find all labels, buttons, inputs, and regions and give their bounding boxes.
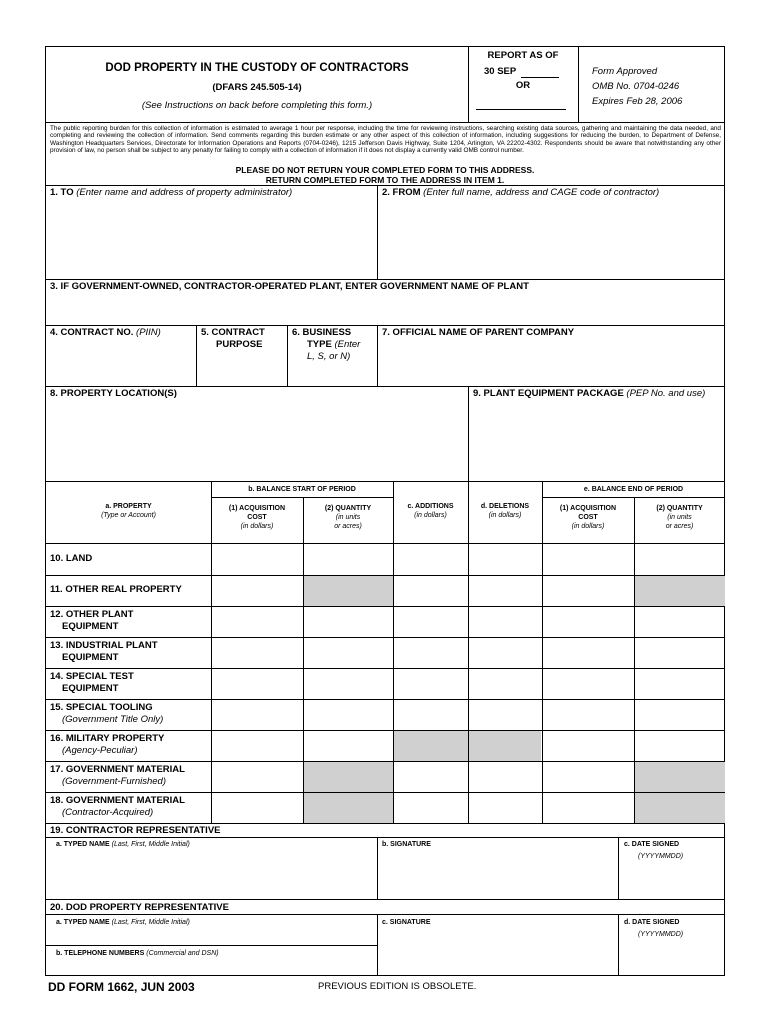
divider xyxy=(45,792,725,793)
divider xyxy=(45,606,725,607)
divider xyxy=(45,914,725,915)
divider xyxy=(377,325,378,386)
dod-telephone-label[interactable]: b. TELEPHONE NUMBERS (Commercial and DSN) xyxy=(56,950,219,957)
divider xyxy=(45,122,725,123)
from-field-input[interactable] xyxy=(378,200,724,278)
divider xyxy=(618,914,619,976)
balance-end-header: e. BALANCE END OF PERIOD xyxy=(583,486,684,493)
table-row: 17. GOVERNMENT MATERIAL (Government-Furnished) xyxy=(50,764,185,787)
divider xyxy=(45,543,725,544)
divider xyxy=(45,761,725,762)
end-acquisition-cost-header: (1) ACQUISITION COST (in dollars) xyxy=(559,505,617,530)
divider xyxy=(45,325,725,326)
from-field-label: 2. FROM (Enter full name, address and CAGE code of contractor) xyxy=(382,187,660,198)
business-type-label: 6. BUSINESS TYPE (Enter L, S, or N) xyxy=(292,327,361,362)
divider xyxy=(45,945,377,946)
do-not-return-notice: PLEASE DO NOT RETURN YOUR COMPLETED FORM TO THIS ADDRESS. xyxy=(235,165,535,175)
divider xyxy=(211,481,212,823)
start-quantity-header: (2) QUANTITY (in units or acres) xyxy=(324,505,372,530)
table-row: 15. SPECIAL TOOLING (Government Title Only) xyxy=(50,702,164,725)
table-row: 13. INDUSTRIAL PLANT EQUIPMENT xyxy=(50,640,158,663)
dod-typed-name-label[interactable]: a. TYPED NAME (Last, First, Middle Initial) xyxy=(56,919,190,926)
divider xyxy=(377,914,378,976)
divider xyxy=(45,837,725,838)
divider xyxy=(45,899,725,900)
property-column-header: a. PROPERTY (Type or Account) xyxy=(101,503,156,519)
dfars-reference: (DFARS 245.505-14) xyxy=(212,82,302,93)
table-row: 11. OTHER REAL PROPERTY xyxy=(50,584,182,595)
table-row: 12. OTHER PLANT EQUIPMENT xyxy=(50,609,134,632)
or-label: OR xyxy=(515,80,531,91)
divider xyxy=(393,481,394,823)
divider xyxy=(45,699,725,700)
pep-label: 9. PLANT EQUIPMENT PACKAGE (PEP No. and use) xyxy=(473,388,706,399)
table-row: 10. LAND xyxy=(50,553,93,564)
divider xyxy=(468,481,469,823)
balance-start-header: b. BALANCE START OF PERIOD xyxy=(248,486,356,493)
deletions-header: d. DELETIONS (in dollars) xyxy=(480,503,530,519)
form-title: DOD PROPERTY IN THE CUSTODY OF CONTRACTORS xyxy=(105,62,409,74)
contractor-date-label[interactable]: c. DATE SIGNED (YYYYMMDD) xyxy=(624,841,684,860)
divider xyxy=(377,837,378,899)
divider xyxy=(542,497,725,498)
table-row: 16. MILITARY PROPERTY (Agency-Peculiar) xyxy=(50,733,165,756)
contractor-typed-name-label[interactable]: a. TYPED NAME (Last, First, Middle Initial) xyxy=(56,841,190,848)
sep-blank-line xyxy=(521,77,559,78)
obsolete-notice: PREVIOUS EDITION IS OBSOLETE. xyxy=(318,981,477,992)
divider xyxy=(45,637,725,638)
divider xyxy=(45,823,725,824)
property-location-input[interactable] xyxy=(46,402,467,480)
contract-purpose-label: 5. CONTRACT PURPOSE xyxy=(201,327,265,350)
property-location-label: 8. PROPERTY LOCATION(S) xyxy=(50,388,177,399)
divider xyxy=(45,185,725,186)
sep-label: 30 SEP xyxy=(484,66,517,77)
plant-name-input[interactable] xyxy=(46,294,724,324)
parent-company-label: 7. OFFICIAL NAME OF PARENT COMPANY xyxy=(382,327,575,338)
table-row: 14. SPECIAL TEST EQUIPMENT xyxy=(50,671,134,694)
divider xyxy=(211,497,393,498)
contractor-signature-label[interactable]: b. SIGNATURE xyxy=(382,841,431,848)
omb-number: OMB No. 0704-0246 xyxy=(592,81,680,92)
end-quantity-header: (2) QUANTITY (in units or acres) xyxy=(656,505,703,530)
to-field-input[interactable] xyxy=(46,200,376,278)
dod-date-label[interactable]: d. DATE SIGNED (YYYYMMDD) xyxy=(624,919,684,938)
instructions-note: (See Instructions on back before completing this form.) xyxy=(141,100,373,111)
contractor-rep-heading: 19. CONTRACTOR REPRESENTATIVE xyxy=(50,825,221,836)
to-field-label: 1. TO (Enter name and address of property administrator) xyxy=(50,187,293,198)
divider xyxy=(45,386,725,387)
divider xyxy=(45,279,725,280)
divider xyxy=(578,46,579,122)
burden-statement: The public reporting burden for this collection of information is estimated to average 1 hour per response, including the time for reviewing instructions, searching existing data sources, gathering and maintaining the data needed, and completing and reviewing the collection of information. Send comments regarding this burden estimate or any other aspect of this collection of information, including suggestions for reducing the burden, to Department of Defense, Washington Headquarters Services, Directorate for Information Operations and Reports (0704-0246), 1215 Jefferson Davis Highway, Suite 1204, Arlington, VA 22202-4302. Respondents should be aware that notwithstanding any other provision of law, no person shall be subject to any penalty for failing to comply with a collection of information if it does not display a currently valid OMB control number. xyxy=(50,125,721,154)
dod-signature-label[interactable]: c. SIGNATURE xyxy=(382,919,431,926)
start-acquisition-cost-header: (1) ACQUISITION COST (in dollars) xyxy=(228,505,286,530)
divider xyxy=(45,668,725,669)
shaded-cell xyxy=(634,575,725,606)
form-identifier: DD FORM 1662, JUN 2003 xyxy=(48,980,195,994)
divider xyxy=(634,497,635,823)
divider xyxy=(618,837,619,899)
report-as-of-label: REPORT AS OF xyxy=(487,50,559,61)
dod-rep-heading: 20. DOD PROPERTY REPRESENTATIVE xyxy=(50,902,229,913)
divider xyxy=(45,481,725,482)
expiration-date: Expires Feb 28, 2006 xyxy=(592,96,683,107)
pep-input[interactable] xyxy=(469,402,724,480)
return-address-notice: RETURN COMPLETED FORM TO THE ADDRESS IN ITEM 1. xyxy=(265,175,505,185)
report-date-line[interactable] xyxy=(476,109,566,110)
divider xyxy=(542,481,543,823)
divider xyxy=(45,575,725,576)
shaded-cell xyxy=(393,730,541,761)
contract-no-label: 4. CONTRACT NO. (PIIN) xyxy=(50,327,161,338)
table-row: 18. GOVERNMENT MATERIAL (Contractor-Acquired) xyxy=(50,795,185,818)
divider xyxy=(196,325,197,386)
divider xyxy=(303,497,304,823)
divider xyxy=(45,730,725,731)
shaded-cell xyxy=(303,575,393,606)
plant-name-label: 3. IF GOVERNMENT-OWNED, CONTRACTOR-OPERATED PLANT, ENTER GOVERNMENT NAME OF PLANT xyxy=(50,281,529,292)
form-approved: Form Approved xyxy=(592,66,658,77)
additions-header: c. ADDITIONS (in dollars) xyxy=(407,503,454,519)
divider xyxy=(287,325,288,386)
